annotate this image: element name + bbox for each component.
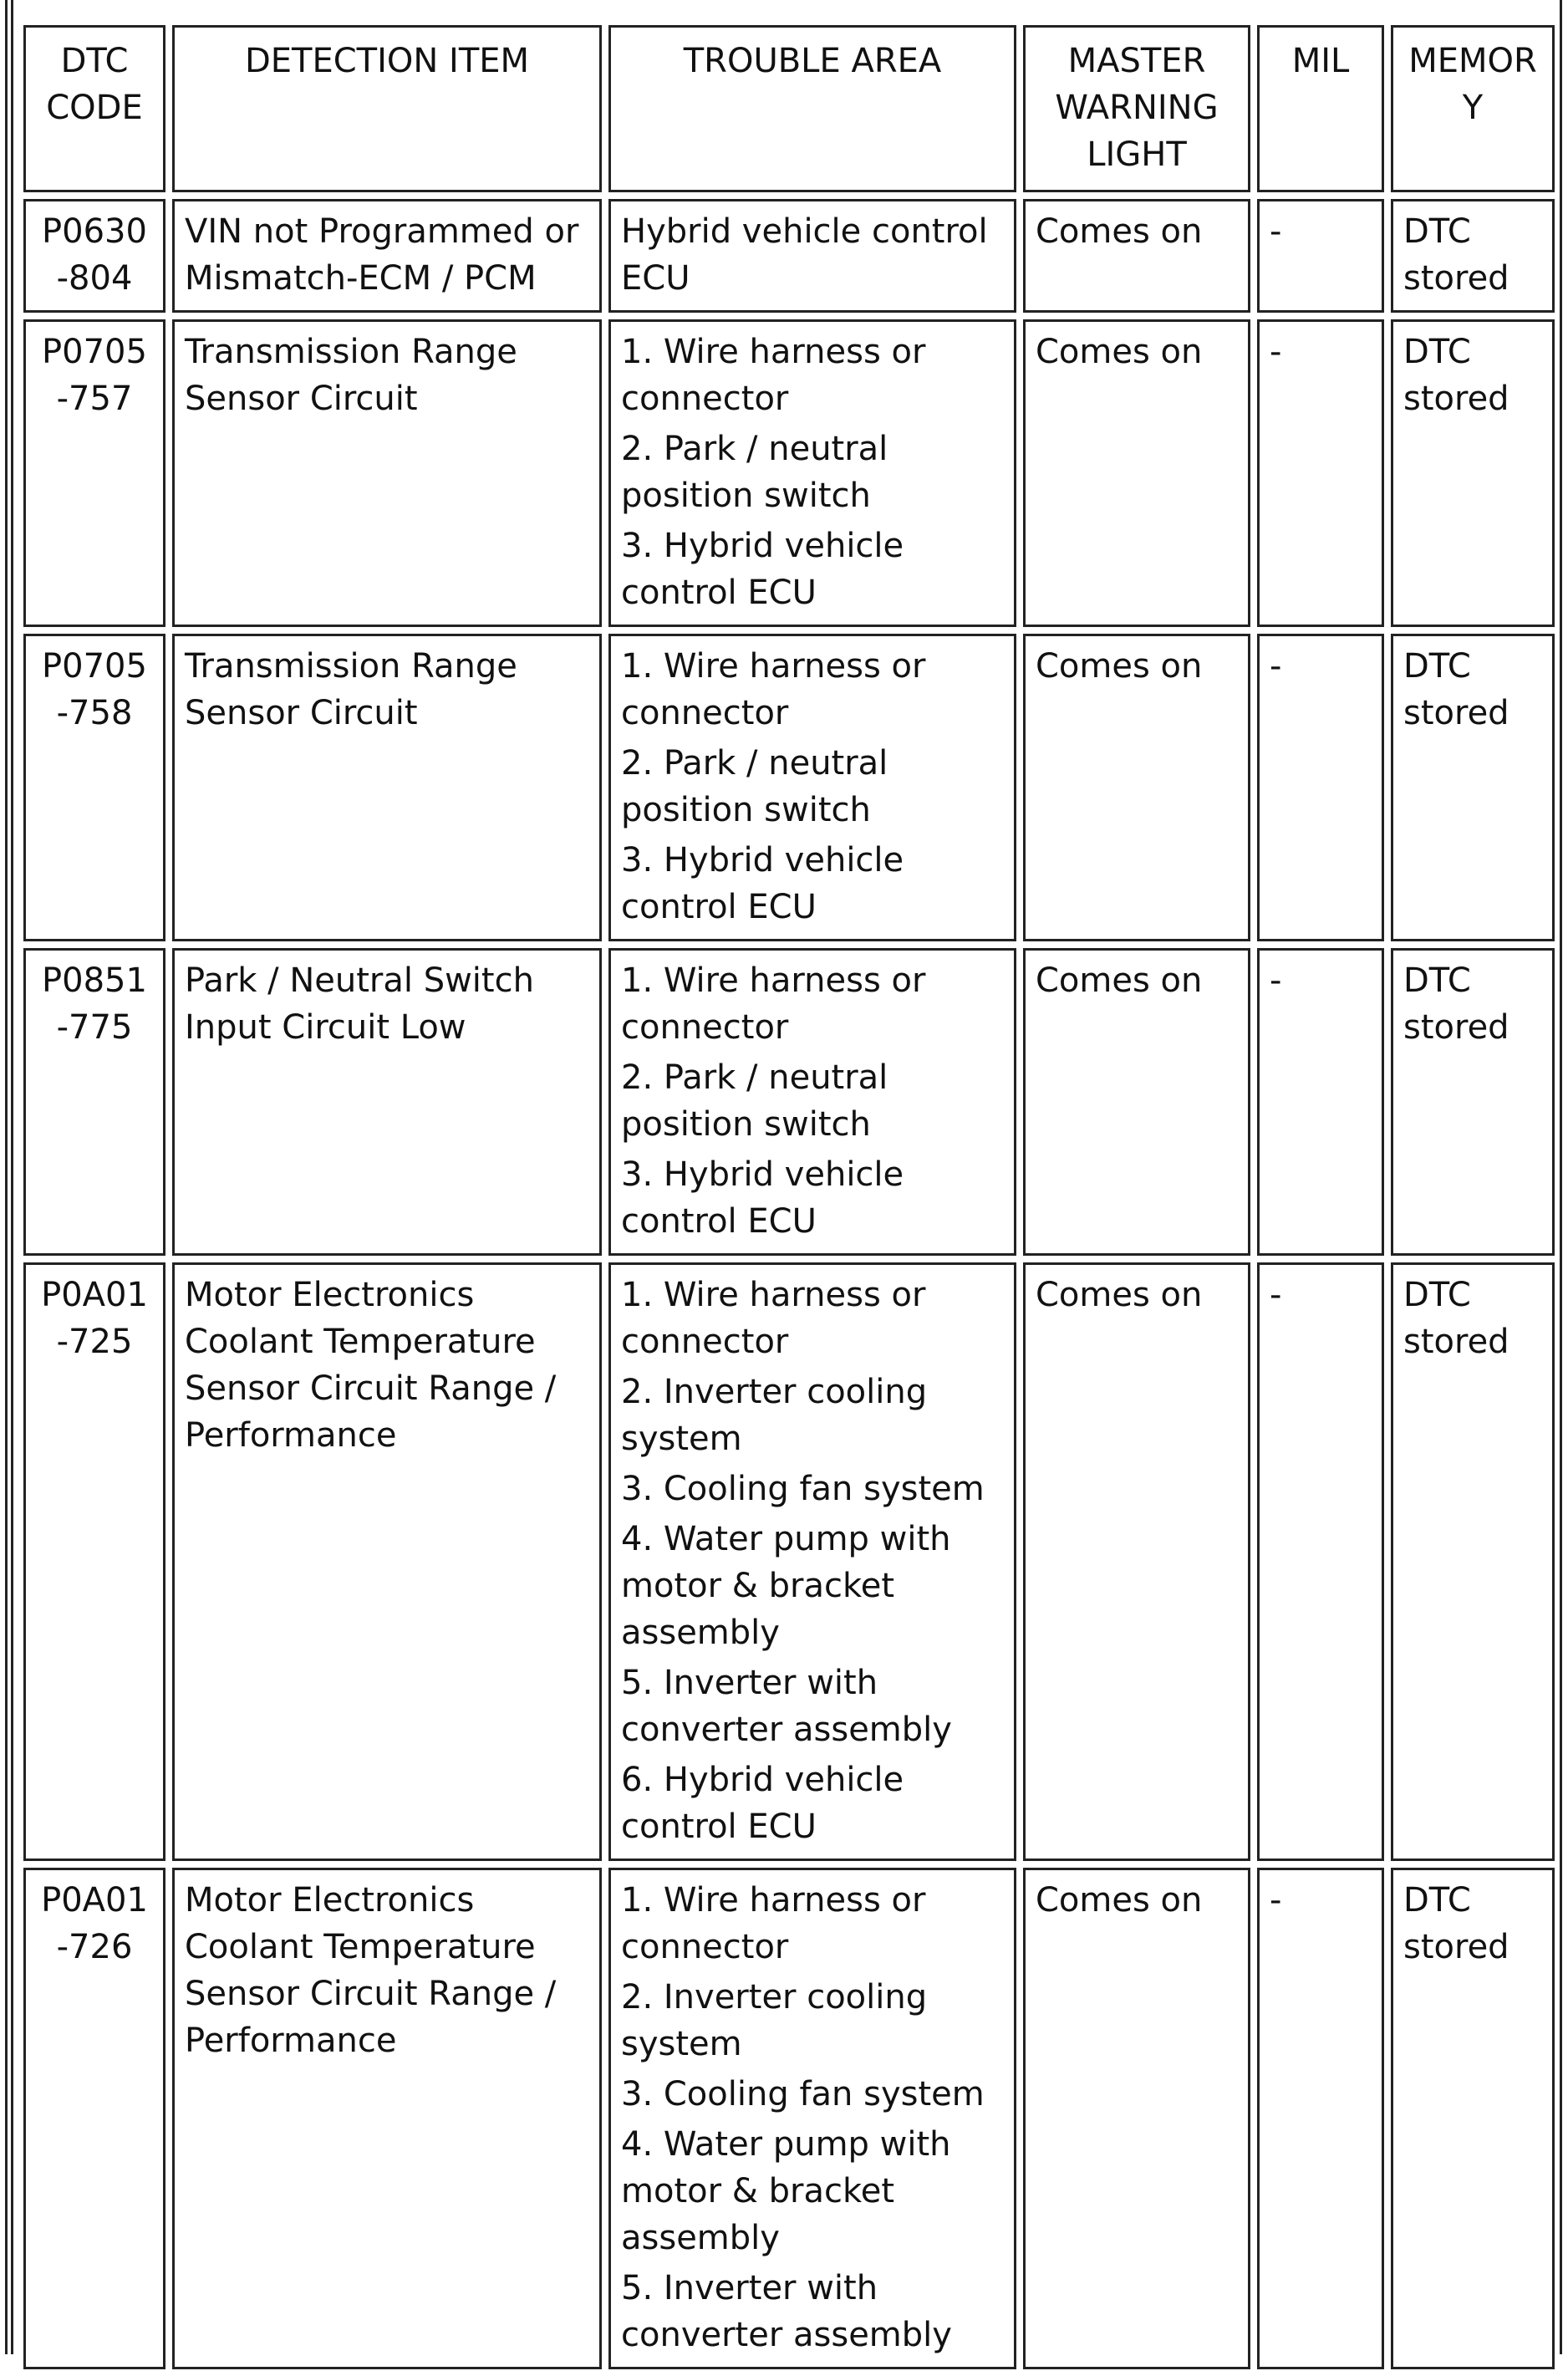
mil-cell: - bbox=[1257, 634, 1384, 941]
trouble-area-item: 2. Inverter cooling system bbox=[621, 1978, 928, 2063]
trouble-area-item: 4. Water pump with motor & bracket assembly bbox=[621, 1520, 951, 1652]
trouble-area-item: 3. Hybrid vehicle control ECU bbox=[621, 1155, 904, 1241]
trouble-area-item: 2. Park / neutral position switch bbox=[621, 744, 888, 829]
memory-cell: DTC stored bbox=[1391, 634, 1555, 941]
trouble-area-item: 3. Cooling fan system bbox=[621, 1470, 985, 1508]
trouble-area-item: 5. Inverter with converter assembly bbox=[621, 1664, 952, 1749]
trouble-area-item: 1. Wire harness or connector bbox=[621, 333, 926, 418]
dtc-table-header bbox=[23, 25, 1555, 192]
detection-item-cell: Transmission Range Sensor Circuit bbox=[172, 319, 602, 627]
master-warning-light-cell: Comes on bbox=[1023, 634, 1250, 941]
header-mil: MIL bbox=[1257, 25, 1384, 192]
table-row bbox=[23, 634, 1555, 941]
dtc-code-cell: P0A01-725 bbox=[23, 1262, 165, 1861]
dtc-code-cell: P0705-758 bbox=[23, 634, 165, 941]
trouble-area-item: 1. Wire harness or connector bbox=[621, 647, 926, 732]
trouble-area-cell bbox=[608, 319, 1016, 627]
header-memory: MEMORY bbox=[1391, 25, 1555, 192]
detection-item-cell: Motor Electronics Coolant Temperature Sensor Circuit Range / Performance bbox=[172, 1868, 602, 2369]
memory-cell: DTC stored bbox=[1391, 319, 1555, 627]
table-row bbox=[23, 199, 1555, 313]
trouble-area-cell bbox=[608, 948, 1016, 1256]
trouble-area-item: 6. Hybrid vehicle control ECU bbox=[621, 1761, 904, 1846]
dtc-code-cell: P0851-775 bbox=[23, 948, 165, 1256]
trouble-area-item: 1. Wire harness or connector bbox=[621, 1881, 926, 1966]
memory-cell: DTC stored bbox=[1391, 199, 1555, 313]
page-left-rule bbox=[5, 0, 8, 2354]
header-row bbox=[23, 25, 1555, 192]
table-row bbox=[23, 948, 1555, 1256]
trouble-area-item: 4. Water pump with motor & bracket assembly bbox=[621, 2125, 951, 2257]
memory-cell: DTC stored bbox=[1391, 948, 1555, 1256]
trouble-area-item: 1. Wire harness or connector bbox=[621, 961, 926, 1047]
detection-item-cell: Park / Neutral Switch Input Circuit Low bbox=[172, 948, 602, 1256]
memory-cell: DTC stored bbox=[1391, 1262, 1555, 1861]
detection-item-cell: Motor Electronics Coolant Temperature Sensor Circuit Range / Performance bbox=[172, 1262, 602, 1861]
mil-cell: - bbox=[1257, 319, 1384, 627]
table-row bbox=[23, 1262, 1555, 1861]
detection-item-cell: Transmission Range Sensor Circuit bbox=[172, 634, 602, 941]
trouble-area-item: 2. Park / neutral position switch bbox=[621, 1058, 888, 1144]
master-warning-light-cell: Comes on bbox=[1023, 1262, 1250, 1861]
trouble-area-cell bbox=[608, 1262, 1016, 1861]
dtc-table bbox=[17, 18, 1561, 2376]
trouble-area-item: 3. Cooling fan system bbox=[621, 2075, 985, 2113]
trouble-area-item: 2. Park / neutral position switch bbox=[621, 430, 888, 515]
header-dtc-code: DTC CODE bbox=[23, 25, 165, 192]
header-detection-item: DETECTION ITEM bbox=[172, 25, 602, 192]
page-left-rule-inner bbox=[11, 0, 13, 2354]
dtc-code-cell: P0A01-726 bbox=[23, 1868, 165, 2369]
trouble-area-item: 2. Inverter cooling system bbox=[621, 1373, 928, 1458]
trouble-area-item: Hybrid vehicle control ECU bbox=[621, 212, 988, 298]
dtc-code-cell: P0630-804 bbox=[23, 199, 165, 313]
mil-cell: - bbox=[1257, 1868, 1384, 2369]
trouble-area-cell bbox=[608, 1868, 1016, 2369]
dtc-code-cell: P0705-757 bbox=[23, 319, 165, 627]
header-trouble-area: TROUBLE AREA bbox=[608, 25, 1016, 192]
master-warning-light-cell: Comes on bbox=[1023, 1868, 1250, 2369]
memory-cell: DTC stored bbox=[1391, 1868, 1555, 2369]
master-warning-light-cell: Comes on bbox=[1023, 199, 1250, 313]
table-row bbox=[23, 319, 1555, 627]
master-warning-light-cell: Comes on bbox=[1023, 319, 1250, 627]
header-master-warning-light: MASTER WARNING LIGHT bbox=[1023, 25, 1250, 192]
master-warning-light-cell: Comes on bbox=[1023, 948, 1250, 1256]
trouble-area-item: 3. Hybrid vehicle control ECU bbox=[621, 841, 904, 926]
trouble-area-cell bbox=[608, 634, 1016, 941]
detection-item-cell: VIN not Programmed or Mismatch-ECM / PCM bbox=[172, 199, 602, 313]
mil-cell: - bbox=[1257, 199, 1384, 313]
table-row bbox=[23, 1868, 1555, 2369]
mil-cell: - bbox=[1257, 948, 1384, 1256]
trouble-area-item: 5. Inverter with converter assembly bbox=[621, 2269, 952, 2354]
mil-cell: - bbox=[1257, 1262, 1384, 1861]
trouble-area-item: 3. Hybrid vehicle control ECU bbox=[621, 527, 904, 612]
dtc-table-body bbox=[23, 199, 1555, 2369]
trouble-area-cell bbox=[608, 199, 1016, 313]
trouble-area-item: 1. Wire harness or connector bbox=[621, 1276, 926, 1361]
